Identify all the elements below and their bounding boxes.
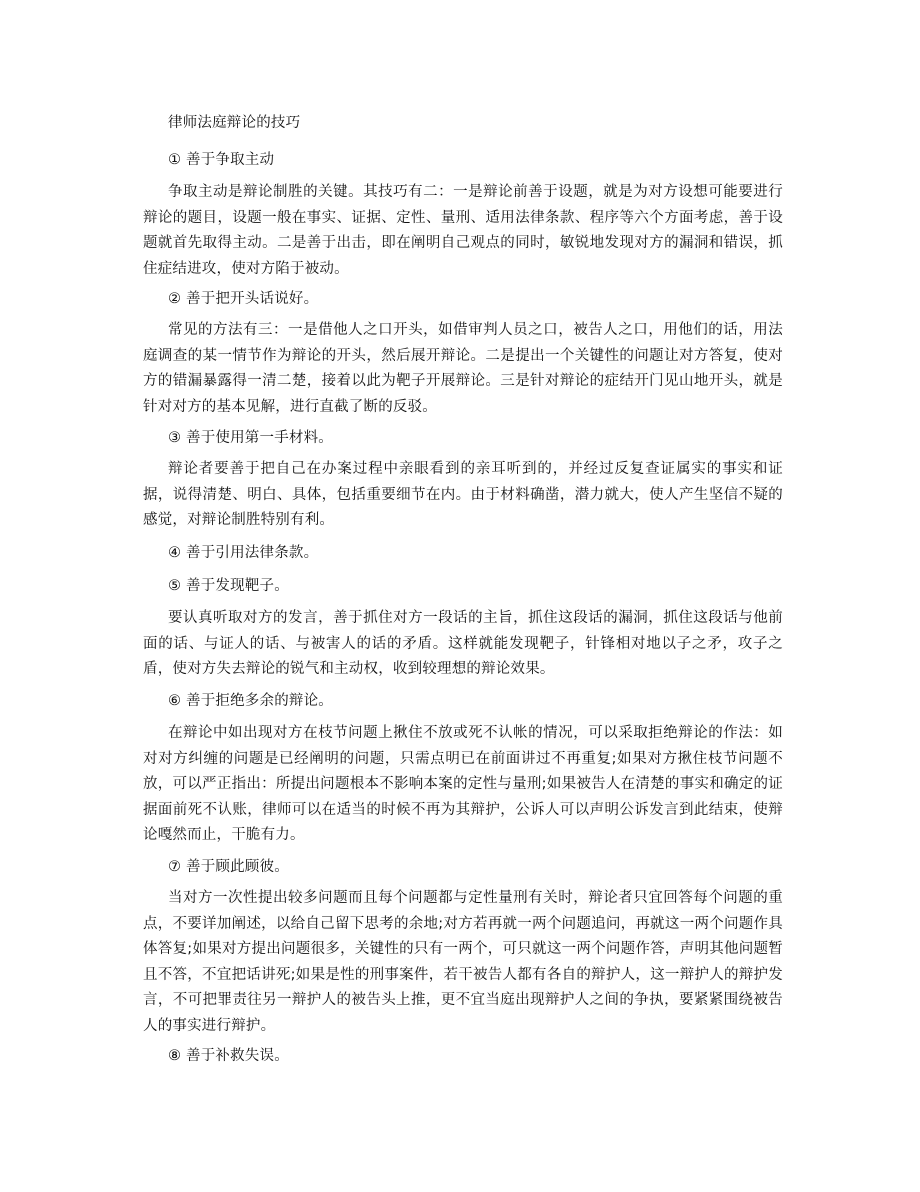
section-heading-3: ③ 善于使用第一手材料。 [168,430,334,446]
section-body-2: 常见的方法有三：一是借他人之口开头，如借审判人员之口，被告人之口，用他们的话，用法庭调查的某一情节作为辩论的开头，然后展开辩论。二是提出一个关键性的问题让对方答复，使对方的错漏暴露得一清二楚，接着以此为靶子开展辩论。三是针对辩论的症结开门见山地开头，就是针对对方的基本见解，进行直截了断的反驳。 [143,322,783,415]
section-heading-2: ② 善于把开头话说好。 [168,291,319,307]
section-heading-4: ④ 善于引用法律条款。 [168,545,319,561]
section-heading-5: ⑤ 善于发现靶子。 [168,578,289,594]
section-body-1: 争取主动是辩论制胜的关键。其技巧有二：一是辩论前善于设题，就是为对方设想可能要进行辩论的题目，设题一般在事实、证据、定性、量刑、适用法律条款、程序等六个方面考虑，善于设题就首先取得主动。二是善于出击，即在阐明自己观点的同时，敏锐地发现对方的漏洞和错误，抓住症结进攻，使对方陷于被动。 [143,184,783,277]
section-heading-7: ⑦ 善于顾此顾彼。 [168,859,289,875]
document-title: 律师法庭辩论的技巧 [168,115,301,131]
section-body-5: 要认真听取对方的发言，善于抓住对方一段话的主旨，抓住这段话的漏洞，抓住这段话与他前面的话、与证人的话、与被害人的话的矛盾。这样就能发现靶子，针锋相对地以子之矛，攻子之盾，使对方失去辩论的锐气和主动权，收到较理想的辩论效果。 [143,610,783,677]
section-heading-6: ⑥ 善于拒绝多余的辩论。 [168,693,334,709]
section-body-3: 辩论者要善于把自己在办案过程中亲眼看到的亲耳听到的，并经过反复查证属实的事实和证据，说得清楚、明白、具体，包括重要细节在内。由于材料确凿，潜力就大，使人产生坚信不疑的感觉，对辩论制胜特别有利。 [143,461,783,528]
section-heading-8: ⑧ 善于补救失误。 [168,1048,289,1064]
section-body-6: 在辩论中如出现对方在枝节问题上揪住不放或死不认帐的情况，可以采取拒绝辩论的作法：如对对方纠缠的问题是已经阐明的问题，只需点明已在前面讲过不再重复;如果对方揪住枝节问题不放，可以严正指出：所提出问题根本不影响本案的定性与量刑;如果被告人在清楚的事实和确定的证据面前死不认账，律师可以在适当的时候不再为其辩护，公诉人可以声明公诉发言到此结束，使辩论嘎然而止，干脆有力。 [143,725,783,843]
section-body-7: 当对方一次性提出较多问题而且每个问题都与定性量刑有关时，辩论者只宜回答每个问题的重点，不要详加阐述，以给自己留下思考的余地;对方若再就一两个问题追问，再就这一两个问题作具体答复;如果对方提出问题很多，关键性的只有一两个，可只就这一两个问题作答，声明其他问题暂且不答，不宜把话讲死;如果是性的刑事案件，若干被告人都有各自的辩护人，这一辩护人的辩护发言，不可把罪责往另一辩护人的被告头上推，更不宜当庭出现辩护人之间的争执，要紧紧围绕被告人的事实进行辩护。 [143,890,783,1034]
section-heading-1: ① 善于争取主动 [168,152,275,168]
